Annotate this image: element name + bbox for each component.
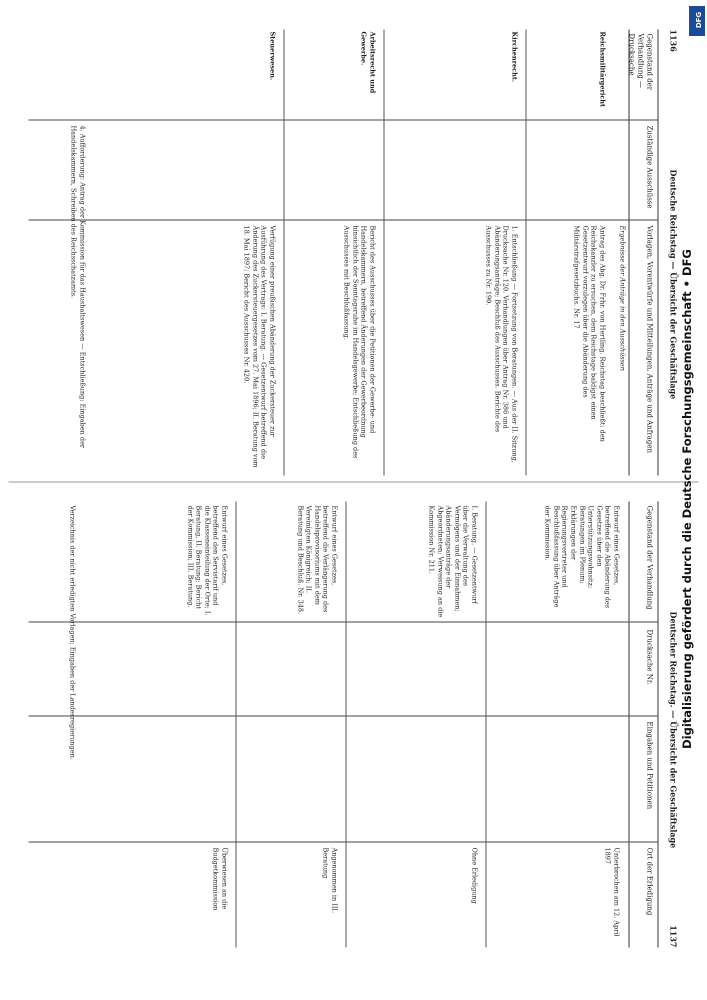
section-label: Reichsmilitärgericht: [598, 31, 607, 108]
right-page: [27, 502, 677, 948]
right-running-title: Deutscher Reichstag. — Übersicht der Geschäftslage: [668, 611, 679, 849]
right-annotation: Angenommen in III. Beratung: [321, 847, 339, 914]
section-text: Antrag des Abg. Dr. Frhr. von Hertling. Reichstag beschließt: den Reichskanzler zu ersuchen, dem Reichstage baldigst einen Gesetzentwurf vorzulegen über die Abänderung des Militärstrafgesetzbuchs. Nr. 17: [572, 225, 607, 442]
right-running-head: [663, 502, 679, 948]
left-running-title: Deutsche Reichstag — Übersicht der Geschäftslage: [668, 169, 679, 400]
right-col-header-1: Gegenstand der Verhandlung: [645, 505, 654, 610]
page-fold: [9, 482, 699, 483]
right-col-header-2: Drucksache Nr.: [645, 629, 654, 685]
right-section-text: Entwurf eines Gesetzes, betreffend die Abänderung des Gesetzes über den Unterstützungswohnsitz; Beratungen im Plenum; Erklärungen der Regierungsvertreter und Beschlußfassung über Anträge der Kommission.: [543, 505, 621, 609]
rule: [284, 30, 285, 476]
left-col-header-1: Gegenstand der Verhandlung — Drucksache: [627, 33, 654, 91]
right-section-text: I. Beratung. — Gesetzentwurf über die Verwaltung des Vermögens und der Einnahmen; Abänderungsanträge der Abgeordneten; Verweisung an die Kommission Nr. 211.: [427, 505, 479, 618]
right-divider-3: [29, 842, 659, 843]
section-text: Verfügung einer preußischen Abänderung der Zuckersteuer zur Ausführung des Vertrags: I. Beratung. — Gesetzentwurf betreffend die Änderung des Zuckersteuergesetzes vom 27. Mai 1896; II. Beratung vom 18. Mai 1897; Bericht des Ausschusses Nr. 420.: [242, 225, 277, 468]
right-annotation: Ohne Erledigung: [470, 847, 479, 904]
right-annotation: Unterbrochen am 12. April 1897: [603, 847, 621, 937]
rule: [486, 502, 487, 948]
right-col-header-3: Eingaben und Petitionen: [645, 721, 654, 810]
right-page-number: 1137: [668, 925, 679, 948]
left-running-head: [663, 30, 679, 476]
section-text: 1. Entschließung — Fortsetzung von Beratungen. — Aus der II. Sitzung, Drucksache Nr. 120. Verhandlungen über Antrag Nr. 386 und Abänderungsanträge; Beschluß des Ausschusses. Berichte des Ausschusses zu Nr. 190.: [484, 225, 519, 463]
left-page-number: 1136: [668, 29, 679, 52]
section-label: Steuerwesen.: [268, 31, 277, 81]
right-annotation: Überwiesen an die Budgetkommission: [211, 847, 229, 911]
left-divider-1: [29, 120, 659, 121]
right-divider-1: [29, 622, 659, 623]
section-text: Bericht des Ausschusses über die Petitionen der Gewerbe- und Handelskammern, betreffend Änderungen der Gewerbeordnung hinsichtlich der Sonntagsruhe im Handelsgewerbe; Entschließung des Ausschusses mit Beschlußfassung.: [342, 225, 377, 459]
rule: [346, 502, 347, 948]
section-label: Arbeitsrecht und Gewerbe.: [359, 31, 377, 94]
dfg-logo-icon: [689, 6, 705, 36]
right-section-text: Entwurf eines Gesetzes, betreffend den Servistarif und die Klasseneinteilung der Orte; I. Beratung, II. Beratung; Bericht der Kommission; III. Beratung.: [186, 505, 229, 616]
left-col-header-2: Zuständige Ausschüsse: [645, 125, 654, 209]
right-divider-2: [29, 716, 659, 717]
rule: [236, 502, 237, 948]
scanned-page: [9, 16, 699, 971]
dfg-banner-text: Digitalisierung gefördert durch die Deutsche Forschungsgemeinschaft • DFG: [680, 249, 694, 749]
left-footnote: 4. Aufforderung: Antrag der Kommission für das Haushaltswesen — Entschließung; Eingaben der Handelskammern, Schreiben des Reichsschatzamts.: [69, 125, 87, 449]
rule: [526, 30, 527, 476]
left-divider-2: [29, 220, 659, 221]
left-column-headers: [629, 30, 659, 476]
left-col3-subheader: Ergebnisse der Anträge in den Ausschüssen: [618, 225, 627, 371]
left-page: [27, 30, 677, 476]
right-col-header-4: Ort der Erledigung: [645, 847, 654, 916]
right-column-headers: [629, 502, 659, 948]
right-footnote: Verzeichnis der nicht erledigten Vorlagen; Eingaben der Landesregierungen.: [68, 505, 77, 760]
dfg-logo-text: DFG: [695, 11, 704, 29]
rule: [384, 30, 385, 476]
left-col-header-3: Vorlagen, Vorentwürfe und Mitteilungen, Anträge und Anfragen: [645, 225, 654, 453]
right-section-text: Entwurf eines Gesetzes, betreffend die Verlängerung des Handelsprovisoriums mit dem Vereinigten Königreich; II. Beratung und Beschluß. Nr. 348.: [296, 505, 339, 615]
section-label: Kirchenrecht.: [510, 31, 519, 83]
dfg-banner: [680, 4, 705, 999]
